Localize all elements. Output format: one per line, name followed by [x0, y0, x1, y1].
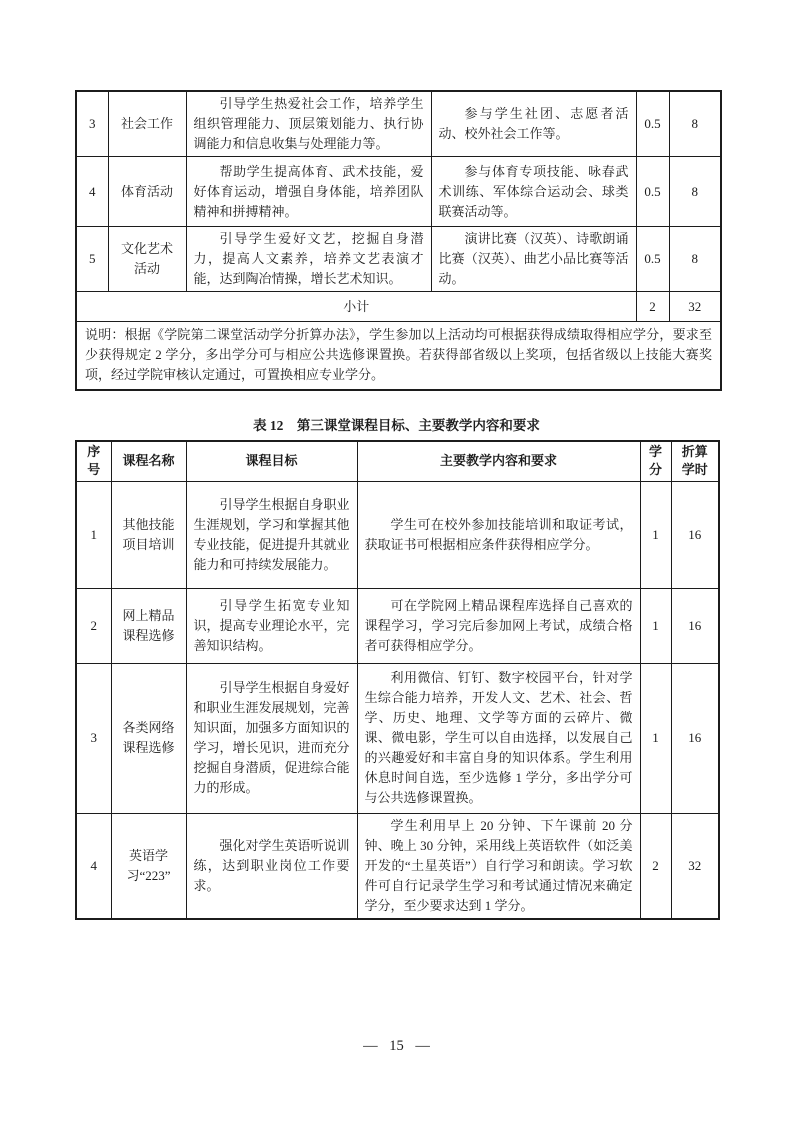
objective-text: 引导学生爱好文艺，挖掘自身潜力，提高人文素养，培养文艺表演才能，达到陶冶情操，增长艺术知识。	[193, 231, 424, 286]
credits-cell: 1	[640, 481, 671, 588]
activity-name-cell: 文化艺术活动	[108, 227, 186, 292]
hours-cell: 8	[669, 227, 721, 292]
hours-cell: 16	[671, 663, 719, 813]
teaching-content-cell	[357, 481, 640, 588]
note-row	[76, 322, 721, 390]
second-classroom-activities-table	[75, 90, 722, 391]
row-number-cell: 4	[76, 813, 111, 919]
header-credits: 学分	[640, 441, 671, 481]
course-objective-cell	[186, 813, 357, 919]
table-row	[76, 481, 719, 588]
table-row	[76, 91, 721, 157]
content-text: 参与学生社团、志愿者活动、校外社会工作等。	[438, 106, 629, 141]
credits-cell: 0.5	[636, 157, 669, 227]
table-row	[76, 663, 719, 813]
row-number-cell: 5	[76, 227, 108, 292]
teaching-content-cell	[357, 663, 640, 813]
subtotal-hours-cell: 32	[669, 292, 721, 322]
credits-cell: 1	[640, 588, 671, 663]
objective-text: 引导学生根据自身职业生涯规划，学习和掌握其他专业技能，促进提升其就业能力和可持续发展能力。	[193, 496, 350, 572]
page-number: — 15 —	[363, 1038, 430, 1054]
table-row	[76, 157, 721, 227]
objective-text: 强化对学生英语听说训练，达到职业岗位工作要求。	[193, 837, 350, 893]
table-12-caption: 表 12 第三课堂课程目标、主要教学内容和要求	[253, 418, 540, 433]
row-number-cell: 1	[76, 481, 111, 588]
teaching-content-cell	[431, 157, 636, 227]
header-course-objective: 课程目标	[186, 441, 357, 481]
header-teaching-content: 主要教学内容和要求	[357, 441, 640, 481]
course-name-cell: 各类网络课程选修	[111, 663, 186, 813]
objective-text: 帮助学生提高体育、武术技能，爱好体育运动，增强自身体能，培养团队精神和拼搏精神。	[193, 163, 424, 219]
header-row	[76, 441, 719, 481]
credits-cell: 1	[640, 663, 671, 813]
hours-cell: 8	[669, 91, 721, 157]
hours-cell: 16	[671, 481, 719, 588]
header-course-name: 课程名称	[111, 441, 186, 481]
subtotal-row	[76, 292, 721, 322]
row-number-cell: 3	[76, 91, 108, 157]
content-text: 参与体育专项技能、咏春武术训练、军体综合运动会、球类联赛活动等。	[438, 163, 629, 219]
teaching-content-cell	[357, 588, 640, 663]
teaching-content-cell	[431, 227, 636, 292]
content-text: 学生利用早上 20 分钟、下午课前 20 分钟、晚上 30 分钟，采用线上英语软件（如泛美开发的“土星英语”）自行学习和朗读。学习软件可自行记录学生学习和考试通过情况来确定学分，至少要求达到 1 学分。	[364, 817, 633, 913]
course-name-cell: 网上精品课程选修	[111, 588, 186, 663]
credits-cell: 2	[640, 813, 671, 919]
course-objective-cell	[186, 227, 431, 292]
table-row	[76, 813, 719, 919]
course-objective-cell	[186, 157, 431, 227]
objective-text: 引导学生根据自身爱好和职业生涯发展规划，完善知识面，加强多方面知识的学习，增长见识，进而充分挖掘自身潜质，促进综合能力的形成。	[193, 680, 350, 795]
course-objective-cell	[186, 588, 357, 663]
activity-name-cell: 体育活动	[108, 157, 186, 227]
row-number-cell: 4	[76, 157, 108, 227]
hours-cell: 32	[671, 813, 719, 919]
credits-cell: 0.5	[636, 91, 669, 157]
course-objective-cell	[186, 481, 357, 588]
course-name-cell: 其他技能项目培训	[111, 481, 186, 588]
header-converted-hours: 折算学时	[671, 441, 719, 481]
content-text: 利用微信、钉钉、数字校园平台，针对学生综合能力培养，开发人文、艺术、社会、哲学、历史、地理、文学等方面的云碎片、微课、微电影，学生可以自由选择，以发展自己的兴趣爱好和丰富自身的知识体系。学生利用休息时间自选，至少选修 1 学分，多出学分可与公共选修课置换。	[364, 670, 633, 805]
row-number-cell: 2	[76, 588, 111, 663]
table-row	[76, 588, 719, 663]
course-name-cell: 英语学习“223”	[111, 813, 186, 919]
subtotal-label-cell: 小计	[76, 292, 636, 322]
course-objective-cell	[186, 663, 357, 813]
content-text: 学生可在校外参加技能培训和取证考试，获取证书可根据相应条件获得相应学分。	[364, 516, 633, 552]
activity-name-cell: 社会工作	[108, 91, 186, 157]
objective-text: 引导学生热爱社会工作，培养学生组织管理能力、顶层策划能力、执行协调能力和信息收集与处理能力等。	[193, 96, 424, 151]
table-note-cell: 说明：根据《学院第二课堂活动学分折算办法》，学生参加以上活动均可根据获得成绩取得相应学分，要求至少获得规定 2 学分，多出学分可与相应公共选修课置换。若获得部省级以上奖项，包括省级以上技能大赛奖项，经过学院审核认定通过，可置换相应专业学分。	[76, 322, 721, 390]
credits-cell: 0.5	[636, 227, 669, 292]
content-text: 可在学院网上精品课程库选择自己喜欢的课程学习，学习完后参加网上考试，成绩合格者可获得相应学分。	[364, 597, 633, 653]
third-classroom-courses-table	[75, 440, 720, 920]
header-no: 序号	[76, 441, 111, 481]
hours-cell: 8	[669, 157, 721, 227]
teaching-content-cell	[357, 813, 640, 919]
teaching-content-cell	[431, 91, 636, 157]
objective-text: 引导学生拓宽专业知识，提高专业理论水平，完善知识结构。	[193, 597, 350, 653]
course-objective-cell	[186, 91, 431, 157]
content-text: 演讲比赛（汉英）、诗歌朗诵比赛（汉英）、曲艺小品比赛等活动。	[438, 231, 629, 286]
subtotal-credits-cell: 2	[636, 292, 669, 322]
hours-cell: 16	[671, 588, 719, 663]
row-number-cell: 3	[76, 663, 111, 813]
table-row	[76, 227, 721, 292]
